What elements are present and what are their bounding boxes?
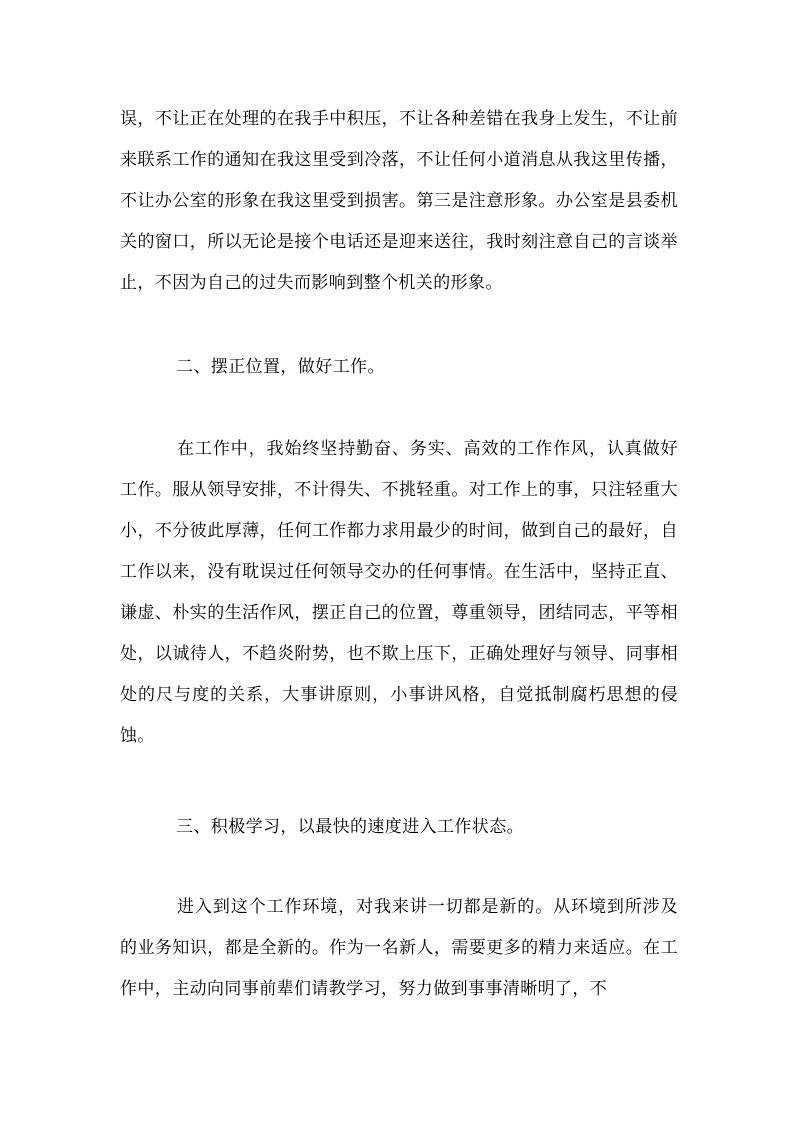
paragraph-section-3: 进入到这个工作环境，对我来讲一切都是新的。从环境到所涉及的业务知识，都是全新的。作为一名新人，需要更多的精力来适应。在工作中，主动向同事前辈们请教学习，努力做到事事清晰明了，不	[120, 897, 678, 999]
section-heading-2: 二、摆正位置，做好工作。	[176, 357, 385, 377]
section-heading-3: 三、积极学习，以最快的速度进入工作状态。	[176, 817, 524, 837]
paragraph-continuation: 误，不让正在处理的在我手中积压，不让各种差错在我身上发生，不让前来联系工作的通知在我这里受到冷落，不让任何小道消息从我这里传播，不让办公室的形象在我这里受到损害。第三是注意形象。办公室是县委机关的窗口，所以无论是接个电话还是迎来送往，我时刻注意自己的言谈举止，不因为自己的过失而影响到整个机关的形象。	[120, 109, 678, 293]
paragraph-section-2: 在工作中，我始终坚持勤奋、务实、高效的工作作风，认真做好工作。服从领导安排，不计得失、不挑轻重。对工作上的事，只注轻重大小，不分彼此厚薄，任何工作都力求用最少的时间，做到自己的最好，自工作以来，没有耽误过任何领导交办的任何事情。在生活中，坚持正直、谦虚、朴实的生活作风，摆正自己的位置，尊重领导，团结同志，平等相处，以诚待人，不趋炎附势，也不欺上压下，正确处理好与领导、同事相处的尺与度的关系，大事讲原则，小事讲风格，自觉抵制腐朽思想的侵蚀。	[120, 439, 678, 746]
